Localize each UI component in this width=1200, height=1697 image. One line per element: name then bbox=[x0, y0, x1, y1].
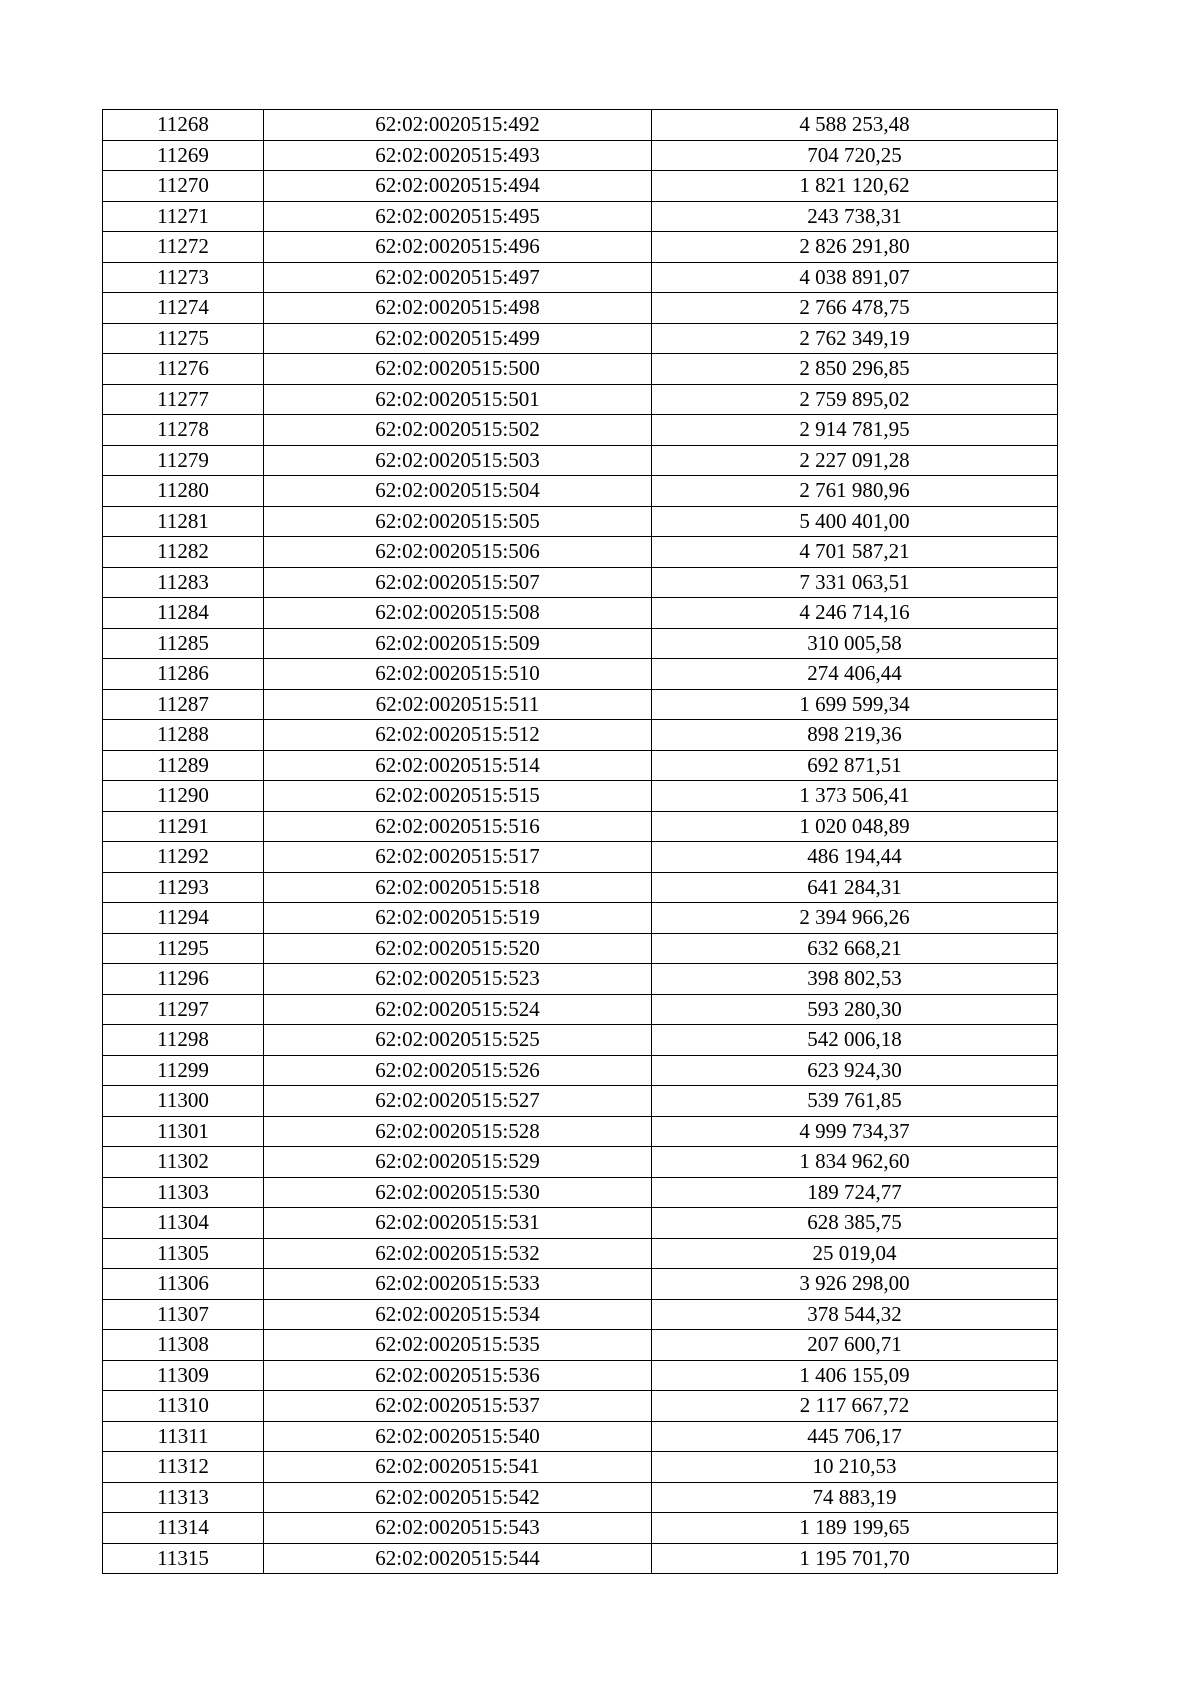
value-cell: 1 020 048,89 bbox=[652, 811, 1058, 842]
table-row bbox=[103, 354, 1058, 385]
row-number-cell: 11304 bbox=[103, 1208, 264, 1239]
cadastral-number-cell: 62:02:0020515:528 bbox=[264, 1116, 652, 1147]
cadastral-number-cell: 62:02:0020515:540 bbox=[264, 1421, 652, 1452]
row-number-cell: 11268 bbox=[103, 110, 264, 141]
value-cell: 207 600,71 bbox=[652, 1330, 1058, 1361]
value-cell: 3 926 298,00 bbox=[652, 1269, 1058, 1300]
table-row bbox=[103, 1116, 1058, 1147]
value-cell: 1 821 120,62 bbox=[652, 171, 1058, 202]
row-number-cell: 11298 bbox=[103, 1025, 264, 1056]
row-number-cell: 11300 bbox=[103, 1086, 264, 1117]
table-row bbox=[103, 171, 1058, 202]
table-row bbox=[103, 598, 1058, 629]
table-row bbox=[103, 1421, 1058, 1452]
value-cell: 1 373 506,41 bbox=[652, 781, 1058, 812]
cadastral-number-cell: 62:02:0020515:537 bbox=[264, 1391, 652, 1422]
row-number-cell: 11311 bbox=[103, 1421, 264, 1452]
table-row bbox=[103, 262, 1058, 293]
cadastral-number-cell: 62:02:0020515:499 bbox=[264, 323, 652, 354]
table-row bbox=[103, 720, 1058, 751]
row-number-cell: 11290 bbox=[103, 781, 264, 812]
table-row bbox=[103, 750, 1058, 781]
cadastral-number-cell: 62:02:0020515:533 bbox=[264, 1269, 652, 1300]
row-number-cell: 11314 bbox=[103, 1513, 264, 1544]
row-number-cell: 11284 bbox=[103, 598, 264, 629]
table-row bbox=[103, 689, 1058, 720]
row-number-cell: 11294 bbox=[103, 903, 264, 934]
value-cell: 486 194,44 bbox=[652, 842, 1058, 873]
value-cell: 4 588 253,48 bbox=[652, 110, 1058, 141]
cadastral-number-cell: 62:02:0020515:512 bbox=[264, 720, 652, 751]
cadastral-number-cell: 62:02:0020515:536 bbox=[264, 1360, 652, 1391]
value-cell: 2 117 667,72 bbox=[652, 1391, 1058, 1422]
table-row bbox=[103, 232, 1058, 263]
cadastral-number-cell: 62:02:0020515:492 bbox=[264, 110, 652, 141]
row-number-cell: 11291 bbox=[103, 811, 264, 842]
value-cell: 4 701 587,21 bbox=[652, 537, 1058, 568]
table-row bbox=[103, 293, 1058, 324]
row-number-cell: 11276 bbox=[103, 354, 264, 385]
value-cell: 378 544,32 bbox=[652, 1299, 1058, 1330]
cadastral-number-cell: 62:02:0020515:525 bbox=[264, 1025, 652, 1056]
row-number-cell: 11315 bbox=[103, 1543, 264, 1574]
table-row bbox=[103, 1025, 1058, 1056]
cadastral-number-cell: 62:02:0020515:519 bbox=[264, 903, 652, 934]
table-row bbox=[103, 842, 1058, 873]
table-row bbox=[103, 964, 1058, 995]
table-row bbox=[103, 323, 1058, 354]
value-cell: 74 883,19 bbox=[652, 1482, 1058, 1513]
row-number-cell: 11295 bbox=[103, 933, 264, 964]
value-cell: 2 766 478,75 bbox=[652, 293, 1058, 324]
cadastral-number-cell: 62:02:0020515:518 bbox=[264, 872, 652, 903]
value-cell: 1 195 701,70 bbox=[652, 1543, 1058, 1574]
row-number-cell: 11297 bbox=[103, 994, 264, 1025]
value-cell: 4 246 714,16 bbox=[652, 598, 1058, 629]
cadastral-number-cell: 62:02:0020515:544 bbox=[264, 1543, 652, 1574]
table-row bbox=[103, 110, 1058, 141]
value-cell: 4 999 734,37 bbox=[652, 1116, 1058, 1147]
row-number-cell: 11286 bbox=[103, 659, 264, 690]
value-cell: 310 005,58 bbox=[652, 628, 1058, 659]
value-cell: 1 834 962,60 bbox=[652, 1147, 1058, 1178]
cadastral-number-cell: 62:02:0020515:502 bbox=[264, 415, 652, 446]
cadastral-number-cell: 62:02:0020515:508 bbox=[264, 598, 652, 629]
value-cell: 2 914 781,95 bbox=[652, 415, 1058, 446]
value-cell: 243 738,31 bbox=[652, 201, 1058, 232]
value-cell: 10 210,53 bbox=[652, 1452, 1058, 1483]
value-cell: 898 219,36 bbox=[652, 720, 1058, 751]
table-row bbox=[103, 872, 1058, 903]
value-cell: 2 759 895,02 bbox=[652, 384, 1058, 415]
cadastral-number-cell: 62:02:0020515:493 bbox=[264, 140, 652, 171]
value-cell: 25 019,04 bbox=[652, 1238, 1058, 1269]
row-number-cell: 11303 bbox=[103, 1177, 264, 1208]
table-row bbox=[103, 1299, 1058, 1330]
table-row bbox=[103, 506, 1058, 537]
table-row bbox=[103, 1269, 1058, 1300]
value-cell: 704 720,25 bbox=[652, 140, 1058, 171]
table-row bbox=[103, 933, 1058, 964]
table-row bbox=[103, 1482, 1058, 1513]
cadastral-number-cell: 62:02:0020515:531 bbox=[264, 1208, 652, 1239]
row-number-cell: 11279 bbox=[103, 445, 264, 476]
row-number-cell: 11293 bbox=[103, 872, 264, 903]
value-cell: 593 280,30 bbox=[652, 994, 1058, 1025]
table-row bbox=[103, 1330, 1058, 1361]
table-row bbox=[103, 994, 1058, 1025]
row-number-cell: 11301 bbox=[103, 1116, 264, 1147]
table-body bbox=[103, 110, 1058, 1574]
table-row bbox=[103, 1360, 1058, 1391]
cadastral-number-cell: 62:02:0020515:532 bbox=[264, 1238, 652, 1269]
row-number-cell: 11302 bbox=[103, 1147, 264, 1178]
value-cell: 623 924,30 bbox=[652, 1055, 1058, 1086]
value-cell: 2 826 291,80 bbox=[652, 232, 1058, 263]
cadastral-number-cell: 62:02:0020515:500 bbox=[264, 354, 652, 385]
row-number-cell: 11292 bbox=[103, 842, 264, 873]
cadastral-number-cell: 62:02:0020515:505 bbox=[264, 506, 652, 537]
row-number-cell: 11299 bbox=[103, 1055, 264, 1086]
cadastral-number-cell: 62:02:0020515:503 bbox=[264, 445, 652, 476]
row-number-cell: 11278 bbox=[103, 415, 264, 446]
cadastral-number-cell: 62:02:0020515:497 bbox=[264, 262, 652, 293]
row-number-cell: 11273 bbox=[103, 262, 264, 293]
value-cell: 398 802,53 bbox=[652, 964, 1058, 995]
cadastral-number-cell: 62:02:0020515:523 bbox=[264, 964, 652, 995]
value-cell: 2 227 091,28 bbox=[652, 445, 1058, 476]
cadastral-number-cell: 62:02:0020515:496 bbox=[264, 232, 652, 263]
row-number-cell: 11272 bbox=[103, 232, 264, 263]
cadastral-number-cell: 62:02:0020515:517 bbox=[264, 842, 652, 873]
value-cell: 1 699 599,34 bbox=[652, 689, 1058, 720]
cadastral-number-cell: 62:02:0020515:520 bbox=[264, 933, 652, 964]
table-row bbox=[103, 811, 1058, 842]
table-row bbox=[103, 140, 1058, 171]
cadastral-number-cell: 62:02:0020515:543 bbox=[264, 1513, 652, 1544]
value-cell: 189 724,77 bbox=[652, 1177, 1058, 1208]
cadastral-number-cell: 62:02:0020515:541 bbox=[264, 1452, 652, 1483]
row-number-cell: 11285 bbox=[103, 628, 264, 659]
cadastral-number-cell: 62:02:0020515:515 bbox=[264, 781, 652, 812]
cadastral-number-cell: 62:02:0020515:514 bbox=[264, 750, 652, 781]
row-number-cell: 11296 bbox=[103, 964, 264, 995]
table-row bbox=[103, 1055, 1058, 1086]
value-cell: 539 761,85 bbox=[652, 1086, 1058, 1117]
cadastral-number-cell: 62:02:0020515:524 bbox=[264, 994, 652, 1025]
table-row bbox=[103, 1391, 1058, 1422]
row-number-cell: 11313 bbox=[103, 1482, 264, 1513]
row-number-cell: 11269 bbox=[103, 140, 264, 171]
row-number-cell: 11277 bbox=[103, 384, 264, 415]
value-cell: 2 762 349,19 bbox=[652, 323, 1058, 354]
value-cell: 4 038 891,07 bbox=[652, 262, 1058, 293]
cadastral-number-cell: 62:02:0020515:534 bbox=[264, 1299, 652, 1330]
row-number-cell: 11287 bbox=[103, 689, 264, 720]
row-number-cell: 11312 bbox=[103, 1452, 264, 1483]
table-row bbox=[103, 1147, 1058, 1178]
value-cell: 628 385,75 bbox=[652, 1208, 1058, 1239]
table-row bbox=[103, 384, 1058, 415]
row-number-cell: 11305 bbox=[103, 1238, 264, 1269]
value-cell: 1 406 155,09 bbox=[652, 1360, 1058, 1391]
value-cell: 7 331 063,51 bbox=[652, 567, 1058, 598]
row-number-cell: 11288 bbox=[103, 720, 264, 751]
cadastral-number-cell: 62:02:0020515:516 bbox=[264, 811, 652, 842]
cadastral-number-cell: 62:02:0020515:511 bbox=[264, 689, 652, 720]
cadastral-number-cell: 62:02:0020515:501 bbox=[264, 384, 652, 415]
value-cell: 692 871,51 bbox=[652, 750, 1058, 781]
table-row bbox=[103, 567, 1058, 598]
table-row bbox=[103, 445, 1058, 476]
table-row bbox=[103, 1208, 1058, 1239]
row-number-cell: 11289 bbox=[103, 750, 264, 781]
table-row bbox=[103, 628, 1058, 659]
value-cell: 2 761 980,96 bbox=[652, 476, 1058, 507]
table-row bbox=[103, 659, 1058, 690]
row-number-cell: 11307 bbox=[103, 1299, 264, 1330]
row-number-cell: 11306 bbox=[103, 1269, 264, 1300]
table-row bbox=[103, 1086, 1058, 1117]
cadastral-number-cell: 62:02:0020515:495 bbox=[264, 201, 652, 232]
row-number-cell: 11282 bbox=[103, 537, 264, 568]
value-cell: 5 400 401,00 bbox=[652, 506, 1058, 537]
table-row bbox=[103, 1513, 1058, 1544]
value-cell: 2 394 966,26 bbox=[652, 903, 1058, 934]
cadastral-number-cell: 62:02:0020515:509 bbox=[264, 628, 652, 659]
cadastral-number-cell: 62:02:0020515:506 bbox=[264, 537, 652, 568]
row-number-cell: 11271 bbox=[103, 201, 264, 232]
cadastral-number-cell: 62:02:0020515:507 bbox=[264, 567, 652, 598]
row-number-cell: 11275 bbox=[103, 323, 264, 354]
table-row bbox=[103, 537, 1058, 568]
value-cell: 1 189 199,65 bbox=[652, 1513, 1058, 1544]
cadastral-number-cell: 62:02:0020515:529 bbox=[264, 1147, 652, 1178]
cadastral-number-cell: 62:02:0020515:542 bbox=[264, 1482, 652, 1513]
table-row bbox=[103, 1543, 1058, 1574]
cadastral-number-cell: 62:02:0020515:527 bbox=[264, 1086, 652, 1117]
table-row bbox=[103, 476, 1058, 507]
row-number-cell: 11310 bbox=[103, 1391, 264, 1422]
table-row bbox=[103, 903, 1058, 934]
row-number-cell: 11274 bbox=[103, 293, 264, 324]
value-cell: 445 706,17 bbox=[652, 1421, 1058, 1452]
table-row bbox=[103, 1452, 1058, 1483]
table-row bbox=[103, 781, 1058, 812]
cadastral-value-table bbox=[102, 109, 1058, 1574]
cadastral-number-cell: 62:02:0020515:498 bbox=[264, 293, 652, 324]
row-number-cell: 11308 bbox=[103, 1330, 264, 1361]
value-cell: 632 668,21 bbox=[652, 933, 1058, 964]
value-cell: 542 006,18 bbox=[652, 1025, 1058, 1056]
row-number-cell: 11270 bbox=[103, 171, 264, 202]
cadastral-number-cell: 62:02:0020515:510 bbox=[264, 659, 652, 690]
cadastral-number-cell: 62:02:0020515:526 bbox=[264, 1055, 652, 1086]
table-row bbox=[103, 201, 1058, 232]
cadastral-number-cell: 62:02:0020515:535 bbox=[264, 1330, 652, 1361]
table-row bbox=[103, 415, 1058, 446]
row-number-cell: 11283 bbox=[103, 567, 264, 598]
cadastral-number-cell: 62:02:0020515:494 bbox=[264, 171, 652, 202]
cadastral-number-cell: 62:02:0020515:504 bbox=[264, 476, 652, 507]
row-number-cell: 11280 bbox=[103, 476, 264, 507]
table-row bbox=[103, 1238, 1058, 1269]
table-row bbox=[103, 1177, 1058, 1208]
cadastral-number-cell: 62:02:0020515:530 bbox=[264, 1177, 652, 1208]
row-number-cell: 11281 bbox=[103, 506, 264, 537]
value-cell: 2 850 296,85 bbox=[652, 354, 1058, 385]
row-number-cell: 11309 bbox=[103, 1360, 264, 1391]
value-cell: 274 406,44 bbox=[652, 659, 1058, 690]
value-cell: 641 284,31 bbox=[652, 872, 1058, 903]
